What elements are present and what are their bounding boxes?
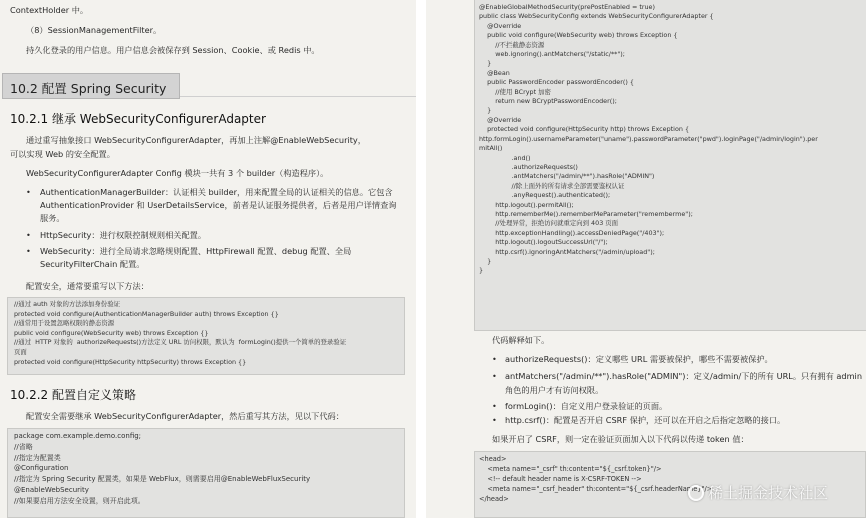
bullet-icon: • (492, 415, 497, 425)
code-line: <meta name="_csrf_header" th:content="${_csrf.headerName}"/> (479, 485, 713, 493)
code-line: http.formLogin().usernameParameter("uname").passwordParameter("pwd").loginPage("/admin/login").per (479, 134, 818, 143)
code-line: protected void configure(HttpSecurity httpSecurity) throws Exception {} (14, 357, 247, 366)
code-line: //通常用于设置忽略权限的静态资源 (14, 319, 115, 328)
bullet-text: AuthenticationManagerBuilder：认证相关 builder，用来配置全局的认证相关的信息。它包含 AuthenticationProvider 和 UserDetailsService，前者是认证服务提供者，后者是用户详情查询服务。 (40, 187, 397, 223)
section-title: 10.2 配置 Spring Security (10, 81, 167, 96)
right-bullet-3 (492, 399, 862, 413)
bullet-text: HttpSecurity：进行权限控制规则相关配置。 (40, 230, 207, 240)
bullet-icon: • (492, 371, 497, 381)
code-line: @Override (479, 115, 522, 124)
code-line: //除上面外的所有请求全部需要鉴权认证 (479, 181, 625, 190)
code-line: </head> (479, 495, 509, 503)
code-line: //省略 (14, 442, 33, 451)
code-line: http.rememberMe().rememberMeParameter("rememberme"); (479, 209, 693, 218)
circle-logo-icon (688, 485, 704, 501)
para4: 配置安全需要继承 WebSecurityConfigurerAdapter，然后重写其方法，见以下代码： (26, 411, 344, 421)
code-line: .anyRequest().authenticated(); (479, 191, 611, 200)
code-line: @EnableWebSecurity (14, 485, 89, 494)
code-line: public PasswordEncoder passwordEncoder() { (479, 78, 634, 87)
bullet-icon: • (26, 246, 31, 256)
code-line: @Bean (479, 68, 510, 77)
code-line: 页面 (14, 347, 27, 356)
code-line: } (479, 106, 492, 115)
code-line: public class WebSecurityConfig extends WebSecurityConfigurerAdapter { (479, 12, 714, 21)
bullet-text: formLogin()：自定义用户登录验证的页面。 (505, 401, 668, 411)
code-line: //通过 auth 对象的方法添加身份验证 (14, 300, 120, 308)
code-line: <meta name="_csrf" th:content="${_csrf.token}"/> (479, 465, 662, 473)
subsection-2-title: 10.2.2 配置自定义策略 (10, 388, 136, 402)
right-code-block (474, 0, 866, 331)
right-bullet-4 (492, 413, 862, 427)
bullet-text: http.csrf()：配置是否开启 CSRF 保护，还可以在开启之后指定忽略的接口。 (505, 415, 786, 425)
code-line: mitAll() (479, 144, 503, 153)
bullet-item-2 (26, 229, 398, 242)
top-line-1: ContextHolder 中。 (10, 5, 89, 15)
para1-line2: 可以实现 Web 的安全配置。 (10, 149, 115, 159)
csrf-note: 如果开启了 CSRF，则一定在验证页面加入以下代码以传递 token 值： (492, 434, 749, 444)
code-line: } (479, 59, 492, 68)
code-line: .antMatchers("/admin/**").hasRole("ADMIN") (479, 172, 655, 181)
bullet-item-1 (26, 186, 398, 225)
code-line: protected void configure(HttpSecurity http) throws Exception { (479, 125, 690, 134)
code-line: web.ignoring().antMatchers("/static/**"); (479, 50, 625, 59)
section-heading (2, 73, 180, 99)
code-line: @Configuration (14, 464, 69, 473)
section-rule (180, 96, 416, 97)
code-line: //使用 BCrypt 加密 (479, 87, 551, 96)
code-line: .authorizeRequests() (479, 162, 578, 171)
code-block-2 (7, 428, 405, 518)
code-line: public void configure(WebSecurity web) throws Exception {} (14, 328, 209, 337)
code-line: //指定为 Spring Security 配置类，如果是 WebFlux，则需要启用@EnableWebFluxSecurity (14, 475, 311, 484)
top-line-2: （8）SessionManagementFilter。 (26, 25, 162, 35)
bullet-icon: • (26, 187, 31, 197)
bullet-icon: • (26, 230, 31, 240)
code-line: //处理异常，拒绝访问就重定向到 403 页面 (479, 219, 619, 228)
code-line: http.logout().permitAll(); (479, 200, 574, 209)
para1-line1: 通过重写抽象接口 WebSecurityConfigurerAdapter，再加上注解@EnableWebSecurity， (26, 135, 366, 145)
bullet-text: WebSecurity：进行全局请求忽略规则配置、HttpFirewall 配置、debug 配置、全局 SecurityFilterChain 配置。 (40, 246, 352, 269)
code-line: protected void configure(AuthenticationManagerBuilder auth) throws Exception {} (14, 309, 279, 318)
code-line: //不拦截静态资源 (479, 40, 545, 49)
para3: 配置安全，通常要重写以下方法： (26, 281, 149, 291)
bullet-text: authorizeRequests()：定义哪些 URL 需要被保护，哪些不需要被保护。 (505, 354, 773, 364)
code-line: http.logout().logoutSuccessUrl("/"); (479, 238, 608, 247)
code-line: package com.example.demo.config; (14, 432, 142, 440)
code-line: //指定为配置类 (14, 453, 61, 462)
code-line: @Override (479, 21, 522, 30)
code-line: //通过 HTTP 对象的 authorizeRequests()方法定义 URL 访问权限，默认为 formLogin()提供一个简单的登录验证 (14, 338, 347, 347)
bullet-item-3 (26, 245, 398, 271)
code-line: } (479, 266, 484, 275)
para2: WebSecurityConfigurerAdapter Config 模块一共有 3 个 builder（构造程序）。 (26, 168, 329, 178)
code-line: public void configure(WebSecurity web) throws Exception { (479, 31, 678, 40)
bullet-icon: • (492, 401, 497, 411)
code-line: @EnableGlobalMethodSecurity(prePostEnabled = true) (479, 3, 655, 11)
watermark (688, 482, 828, 503)
code-line: http.exceptionHandling().accessDeniedPage("/403"); (479, 228, 665, 237)
watermark-text: 稀土掘金技术社区 (708, 484, 829, 502)
code-line: //如果要启用方法安全设置，则开启此项。 (14, 496, 145, 505)
subsection-1-title: 10.2.1 继承 WebSecurityConfigurerAdapter (10, 112, 266, 126)
code-line: .and() (479, 153, 531, 162)
code-line: return new BCryptPasswordEncoder(); (479, 97, 617, 106)
code-line: http.csrf().ignoringAntMatchers("/admin/upload"); (479, 247, 655, 256)
right-bullet-2 (492, 369, 862, 397)
code-block-1 (7, 297, 405, 375)
code-line: <head> (479, 455, 507, 463)
code-line: } (479, 256, 492, 265)
bullet-icon: • (492, 354, 497, 364)
page-gutter (416, 0, 426, 518)
right-bullet-1 (492, 352, 862, 366)
bullet-text: antMatchers("/admin/**").hasRole("ADMIN")：定义/admin/下的所有 URL。只有拥有 admin 角色的用户才有访问权限。 (505, 371, 863, 395)
code-line: <!-- default header name is X-CSRF-TOKEN --> (479, 475, 642, 483)
top-line-3: 持久化登录的用户信息。用户信息会被保存到 Session、Cookie、或 Redis 中。 (26, 45, 320, 55)
explain-heading: 代码解释如下。 (492, 335, 550, 345)
